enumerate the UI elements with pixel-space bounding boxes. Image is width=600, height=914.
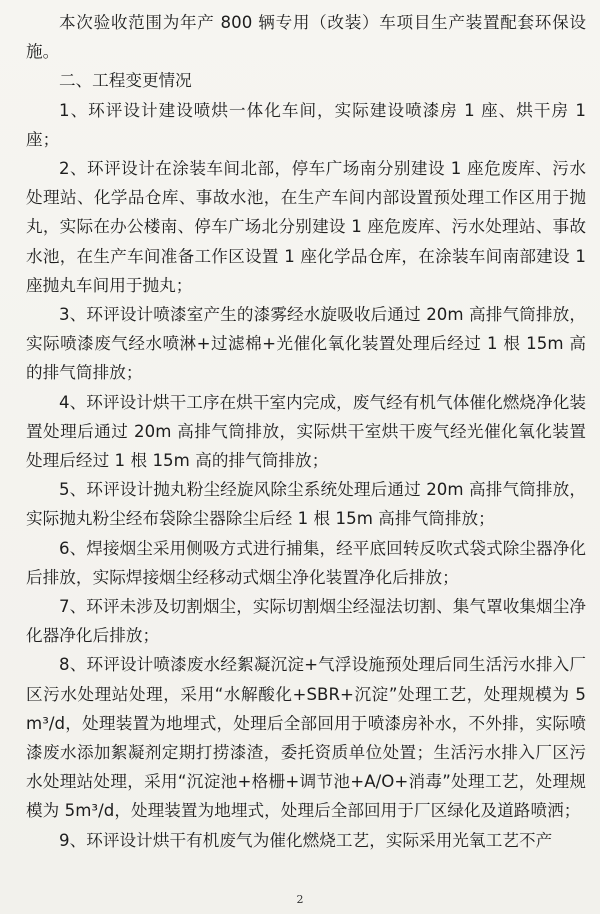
change-item-8: 8、环评设计喷漆废水经絮凝沉淀+气浮设施预处理后同生活污水排入厂区污水处理站处理，采用“水解酸化+SBR+沉淀”处理工艺，处理规模为 5m³/d，处理装置为地埋式，处理后全部回用于喷漆房补水，不外排，实际喷漆废水添加絮凝剂定期打捞漆渣，委托资质单位处置；生活污水排入厂区污水处理站处理，采用“沉淀池+格栅+调节池+A/O+消毒”处理工艺，处理规模为 5m³/d，处理装置为地埋式，处理后全部回用于厂区绿化及道路喷洒；	[26, 655, 586, 821]
section-heading-engineering-changes: 二、工程变更情况	[59, 71, 192, 91]
change-item-2: 2、环评设计在涂装车间北部，停车广场南分别建设 1 座危废库、污水处理站、化学品仓库、事故水池，在生产车间内部设置预处理工作区用于抛丸，实际在办公楼南、停车广场北分别建设 1 座危废库、污水处理站、事故水池，在生产车间准备工作区设置 1 座化学品仓库，在涂装车间南部建设 1 座抛丸车间用于抛丸；	[26, 159, 586, 295]
page-number: 2	[296, 893, 304, 906]
document-body	[26, 8, 586, 855]
change-item-6: 6、焊接烟尘采用侧吸方式进行捕集，经平底回转反吹式袋式除尘器净化后排放，实际焊接烟尘经移动式烟尘净化装置净化后排放；	[26, 538, 586, 587]
intro-paragraph: 本次验收范围为年产 800 辆专用（改装）车项目生产装置配套环保设施。	[26, 13, 586, 62]
change-item-1: 1、环评设计建设喷烘一体化车间，实际建设喷漆房 1 座、烘干房 1 座；	[26, 100, 586, 149]
change-item-3: 3、环评设计喷漆室产生的漆雾经水旋吸收后通过 20m 高排气筒排放，实际喷漆废气经水喷淋+过滤棉+光催化氧化装置处理后经过 1 根 15m 高的排气筒排放；	[26, 305, 586, 383]
change-item-7: 7、环评未涉及切割烟尘，实际切割烟尘经湿法切割、集气罩收集烟尘净化器净化后排放；	[26, 597, 586, 646]
change-item-5: 5、环评设计抛丸粉尘经旋风除尘系统处理后通过 20m 高排气筒排放，实际抛丸粉尘经布袋除尘器除尘后经 1 根 15m 高排气筒排放；	[26, 480, 586, 529]
change-item-9: 9、环评设计烘干有机废气为催化燃烧工艺，实际采用光氧工艺不产	[59, 830, 553, 850]
change-item-4: 4、环评设计烘干工序在烘干室内完成，废气经有机气体催化燃烧净化装置处理后通过 20m 高排气筒排放，实际烘干室烘干废气经光催化氧化装置处理后经过 1 根 15m 高的排气筒排放；	[26, 392, 586, 471]
